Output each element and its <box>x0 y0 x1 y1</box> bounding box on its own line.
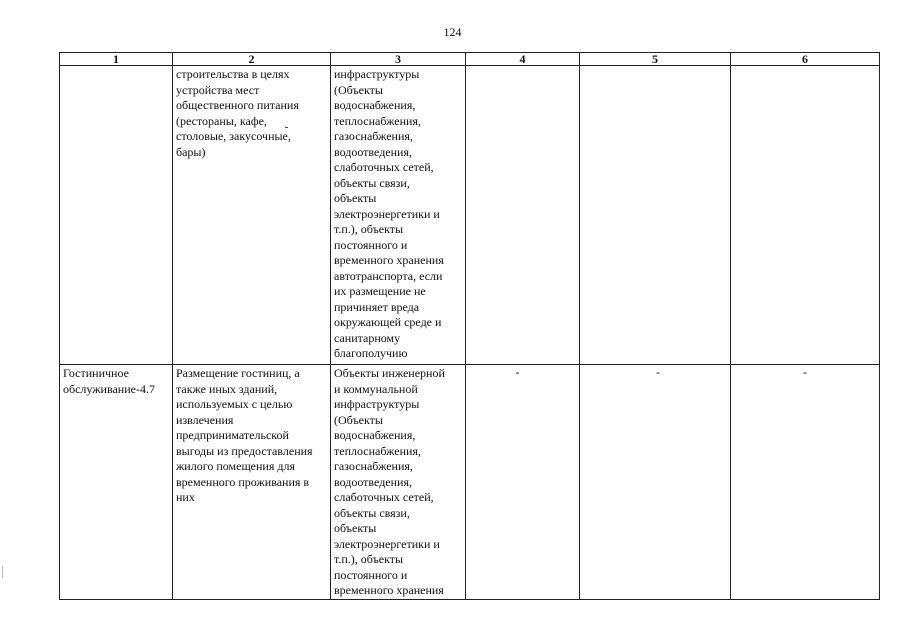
table-cell <box>580 66 731 365</box>
table-cell <box>580 365 731 600</box>
table-cell <box>60 365 173 600</box>
column-header-5: 5 <box>580 53 731 66</box>
table-row <box>60 365 880 600</box>
table-header-row <box>60 53 880 66</box>
table-cell <box>331 66 466 365</box>
cell-dash-col5: - <box>656 365 660 379</box>
cell-text-permitted-objects: Объекты инженерной и коммунальной инфраструктуры (Объекты водоснабжения, теплоснабжения, газоснабжения, водоотведения, слаботочных сетей, объекты связи, объекты электроэнергетики и т.п.), объекты постоянного и временного хранения <box>334 366 445 597</box>
column-header-6: 6 <box>731 53 880 66</box>
table-cell <box>466 365 580 600</box>
cell-dash-col6: - <box>803 365 807 379</box>
table-cell <box>466 66 580 365</box>
cell-text-land-use-name <box>60 66 172 67</box>
scan-speck <box>285 127 288 130</box>
cell-text-col4 <box>466 66 579 67</box>
cell-text-land-use-name: Гостиничное обслуживание-4.7 <box>63 366 155 396</box>
table-cell <box>331 365 466 600</box>
cell-text-land-use-description: строительства в целях устройства мест общественного питания (рестораны, кафе, столовые, закусочные, бары) <box>176 67 299 159</box>
table-row <box>60 66 880 365</box>
table-cell <box>173 66 331 365</box>
column-header-3: 3 <box>331 53 466 66</box>
cell-text-col5 <box>580 66 730 67</box>
cell-text-land-use-description: Размещение гостиниц, а также иных зданий, используемых с целью извлечения предпринимательской выгоды из предоставления жилого помещения для временного проживания в них <box>176 366 313 504</box>
page-number: 124 <box>443 25 462 39</box>
table-cell <box>173 365 331 600</box>
scan-edge-mark <box>2 566 7 578</box>
column-header-1: 1 <box>60 53 173 66</box>
land-use-table <box>59 52 880 600</box>
cell-dash-col4: - <box>515 365 520 379</box>
table-cell <box>731 66 880 365</box>
table-cell <box>731 365 880 600</box>
column-header-4: 4 <box>466 53 580 66</box>
column-header-2: 2 <box>173 53 331 66</box>
cell-text-permitted-objects: инфраструктуры (Объекты водоснабжения, теплоснабжения, газоснабжения, водоотведения, слаботочных сетей, объекты связи, объекты электроэнергетики и т.п.), объекты постоянного и временного хранения автотранспорта, если их размещение не причиняет вреда окружающей среде и санитарному благополучию <box>334 67 444 360</box>
cell-text-col6 <box>731 66 879 67</box>
table-cell <box>60 66 173 365</box>
